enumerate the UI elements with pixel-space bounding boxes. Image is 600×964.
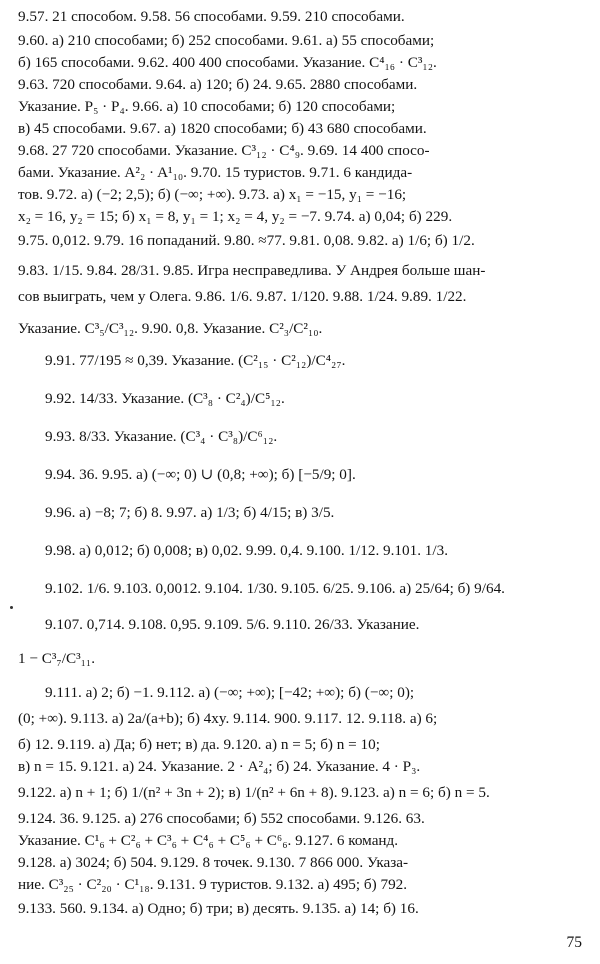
text-line: б) 165 способами. 9.62. 400 400 способами. Указание. C⁴₁₆ · C³₁₂. xyxy=(18,54,437,71)
text-line: сов выиграть, чем у Олега. 9.86. 1/6. 9.87. 1/120. 9.88. 1/24. 9.89. 1/22. xyxy=(18,288,467,305)
text-line: б) 12. 9.119. а) Да; б) нет; в) да. 9.120. а) n = 5; б) n = 10; xyxy=(18,736,380,753)
text-line: 9.63. 720 способами. 9.64. а) 120; б) 24. 9.65. 2880 способами. xyxy=(18,76,418,93)
text-line: 9.68. 27 720 способами. Указание. C³₁₂ · C⁴₉. 9.69. 14 400 спосо- xyxy=(18,142,430,159)
text-line: тов. 9.72. а) (−2; 2,5); б) (−∞; +∞). 9.73. а) x₁ = −15, y₁ = −16; xyxy=(18,186,407,203)
text-line: 9.128. а) 3024; б) 504. 9.129. 8 точек. 9.130. 7 866 000. Указа- xyxy=(18,854,409,871)
text-line: 9.57. 21 способом. 9.58. 56 способами. 9.59. 210 способами. xyxy=(18,8,405,25)
text-line: 9.102. 1/6. 9.103. 0,0012. 9.104. 1/30. 9.105. 6/25. 9.106. а) 25/64; б) 9/64. xyxy=(45,580,505,597)
text-line: 9.124. 36. 9.125. а) 276 способами; б) 552 способами. 9.126. 63. xyxy=(18,810,425,827)
text-line: 9.133. 560. 9.134. а) Одно; б) три; в) десять. 9.135. а) 14; б) 16. xyxy=(18,900,419,917)
text-line: x₂ = 16, y₂ = 15; б) x₁ = 8, y₁ = 1; x₂ = 4, y₂ = −7. 9.74. а) 0,04; б) 229. xyxy=(18,208,453,225)
text-line: 9.83. 1/15. 9.84. 28/31. 9.85. Игра несправедлива. У Андрея больше шан- xyxy=(18,262,486,279)
text-line: 9.107. 0,714. 9.108. 0,95. 9.109. 5/6. 9.110. 26/33. Указание. xyxy=(45,616,420,633)
text-line: (0; +∞). 9.113. а) 2a/(a+b); б) 4xy. 9.114. 900. 9.117. 12. 9.118. а) 6; xyxy=(18,710,438,727)
text-line: Указание. C³₅/C³₁₂. 9.90. 0,8. Указание. C²₃/C²₁₀. xyxy=(18,320,323,337)
text-line: 9.75. 0,012. 9.79. 16 попаданий. 9.80. ≈77. 9.81. 0,08. 9.82. а) 1/6; б) 1/2. xyxy=(18,232,475,249)
text-line: 9.93. 8/33. Указание. (C³₄ · C³₈)/C⁶₁₂. xyxy=(45,428,278,445)
text-line: 1 − C³₇/C³₁₁. xyxy=(18,650,96,667)
text-line: 9.60. а) 210 способами; б) 252 способами. 9.61. а) 55 способами; xyxy=(18,32,435,49)
text-line: 9.111. а) 2; б) −1. 9.112. а) (−∞; +∞); [−42; +∞); б) (−∞; 0); xyxy=(45,684,415,701)
text-line: 9.98. а) 0,012; б) 0,008; в) 0,02. 9.99. 0,4. 9.100. 1/12. 9.101. 1/3. xyxy=(45,542,449,559)
page-number: 75 xyxy=(566,934,582,951)
text-line: в) n = 15. 9.121. а) 24. Указание. 2 · A²₄; б) 24. Указание. 4 · P₃. xyxy=(18,758,421,775)
text-line: Указание. P₅ · P₄. 9.66. а) 10 способами; б) 120 способами; xyxy=(18,98,396,115)
scan-speck xyxy=(10,606,13,609)
text-line: бами. Указание. A²₂ · A¹₁₀. 9.70. 15 туристов. 9.71. 6 кандида- xyxy=(18,164,413,181)
text-line: ние. C³₂₅ · C²₂₀ · C¹₁₈. 9.131. 9 туристов. 9.132. а) 495; б) 792. xyxy=(18,876,408,893)
text-line: 9.94. 36. 9.95. а) (−∞; 0) ∪ (0,8; +∞); б) [−5/9; 0]. xyxy=(45,466,356,483)
text-line: 9.122. а) n + 1; б) 1/(n² + 3n + 2); в) 1/(n² + 6n + 8). 9.123. а) n = 6; б) n = 5. xyxy=(18,784,490,801)
text-line: 9.91. 77/195 ≈ 0,39. Указание. (C²₁₅ · C²₁₂)/C⁴₂₇. xyxy=(45,352,346,369)
text-line: в) 45 способами. 9.67. а) 1820 способами; б) 43 680 способами. xyxy=(18,120,427,137)
text-line: 9.92. 14/33. Указание. (C³₈ · C²₄)/C⁵₁₂. xyxy=(45,390,285,407)
text-line: Указание. C¹₆ + C²₆ + C³₆ + C⁴₆ + C⁵₆ + C⁶₆. 9.127. 6 команд. xyxy=(18,832,399,849)
text-line: 9.96. а) −8; 7; б) 8. 9.97. а) 1/3; б) 4/15; в) 3/5. xyxy=(45,504,335,521)
